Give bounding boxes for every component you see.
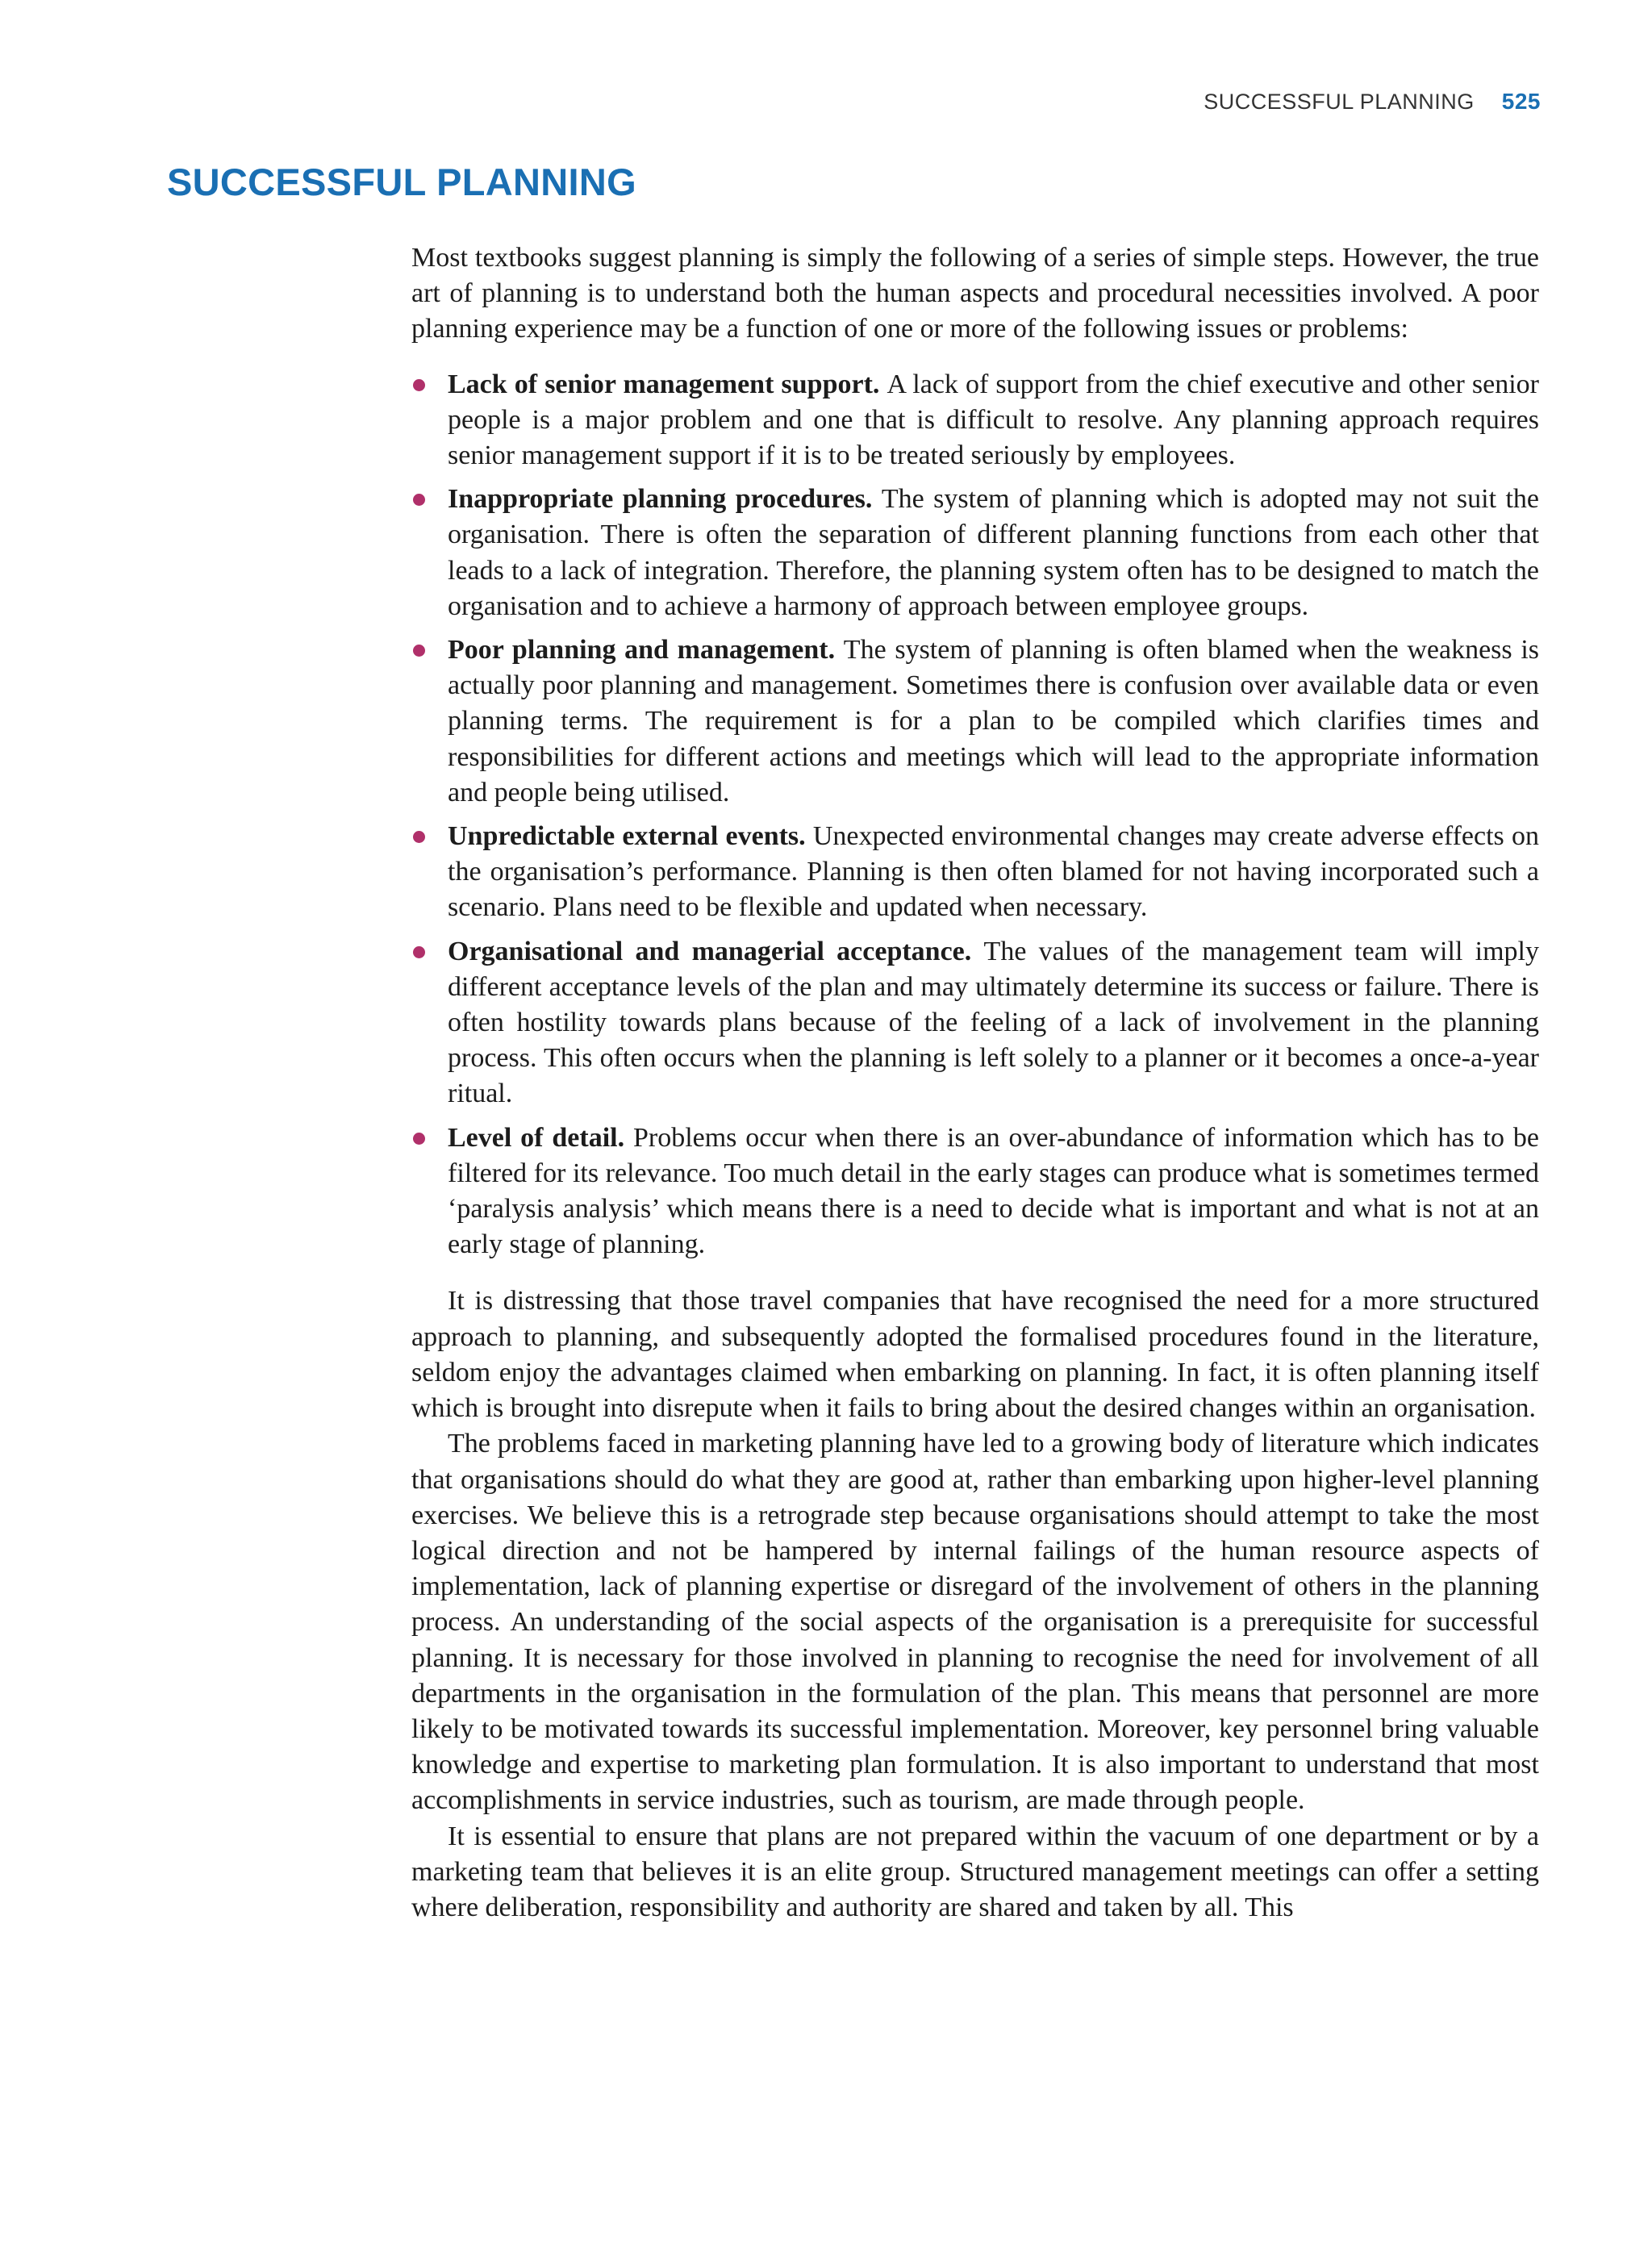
running-head-label: SUCCESSFUL PLANNING bbox=[1204, 90, 1475, 114]
intro-paragraph: Most textbooks suggest planning is simply the following of a series of simple steps. However, the true art of planning is to understand both the human aspects and procedural necessities involved. A poor planning experience may be a function of one or more of the following issues or problems: bbox=[411, 243, 1539, 344]
bullet-dot-icon bbox=[413, 645, 425, 657]
bullet-heading: Inappropriate planning procedures. bbox=[448, 484, 882, 515]
bullet-dot-icon bbox=[413, 494, 425, 506]
body-paragraph: It is essential to ensure that plans are not prepared within the vacuum of one department or by a marketing team that believes it is an elite group. Structured management meetings can offer a setting where deliberation, responsibility and authority are shared and taken by all. This bbox=[411, 1821, 1539, 1922]
bullet-heading: Level of detail. bbox=[448, 1122, 633, 1153]
bullet-heading: Organisational and managerial acceptance. bbox=[448, 936, 984, 966]
section-title: SUCCESSFUL PLANNING bbox=[167, 161, 636, 203]
body-paragraph: The problems faced in marketing planning have led to a growing body of literature which indicates that organisations should do what they are good at, rather than embarking upon higher-level planning exercises. We believe this is a retrograde step because organisations should attempt to take the most logical direction and not be hampered by internal failings of the human resource aspects of implementation, lack of planning expertise or disregard of the involvement of others in the planning process. An understanding of the social aspects of the organisation is a prerequisite for successful planning. It is necessary for those involved in planning to recognise the need for involvement of all departments in the organisation in the formulation of the plan. This means that personnel are more likely to be motivated towards its successful implementation. Moreover, key personnel bring valuable knowledge and expertise to marketing plan formulation. It is also important to understand that most accomplishments in service industries, such as tourism, are made through people. bbox=[411, 1429, 1539, 1816]
bullet-dot-icon bbox=[413, 831, 425, 843]
body-paragraph: It is distressing that those travel companies that have recognised the need for a more structured approach to planning, and subsequently adopted the formalised procedures found in the literature, seldom enjoy the advantages claimed when embarking on planning. In fact, it is often planning itself which is brought into disrepute when it fails to bring about the desired changes within an organisation. bbox=[411, 1286, 1539, 1424]
list-item bbox=[411, 367, 1539, 474]
body-text bbox=[411, 240, 1539, 1926]
bullet-heading: Unpredictable external events. bbox=[448, 821, 813, 852]
bullet-text: The system of planning is often blamed when the weakness is actually poor planning and management. Sometimes there is confusion over available data or even planning terms. The requirement is for a plan to be compiled which clarifies times and responsibilities for different actions and meetings which will lead to the appropriate information and people being utilised. bbox=[448, 635, 1539, 807]
bullet-dot-icon bbox=[413, 1133, 425, 1145]
bullet-text: Unexpected environmental changes may create adverse effects on the organisation’s performance. Planning is then often blamed for not having incorporated such a scenario. Plans need to be flexible and updated when necessary. bbox=[448, 821, 1539, 923]
bullet-heading: Poor planning and management. bbox=[448, 635, 844, 666]
list-item bbox=[411, 819, 1539, 926]
bullet-text: The system of planning which is adopted may not suit the organisation. There is often the separation of different planning functions from each other that leads to a lack of integration. Therefore, the planning system often has to be designed to match the organisation and to achieve a harmony of approach between employee groups. bbox=[448, 484, 1539, 621]
list-item bbox=[411, 482, 1539, 624]
list-item bbox=[411, 1120, 1539, 1263]
page-number: 525 bbox=[1501, 89, 1541, 114]
bullet-text: A lack of support from the chief executive and other senior people is a major problem and one that is difficult to resolve. Any planning approach requires senior management support if it is to be treated seriously by employees. bbox=[448, 369, 1539, 471]
bullet-heading: Lack of senior management support. bbox=[448, 369, 887, 399]
list-item bbox=[411, 934, 1539, 1112]
bullet-dot-icon bbox=[413, 946, 425, 958]
issues-list bbox=[411, 367, 1539, 1263]
list-item bbox=[411, 632, 1539, 811]
bullet-text: The values of the management team will imply different acceptance levels of the plan and may ultimately determine its success or failure. There is often hostility towards plans because of the feeling of a lack of involvement in the planning process. This often occurs when the planning is left solely to a planner or it becomes a once-a-year ritual. bbox=[448, 936, 1540, 1109]
bullet-dot-icon bbox=[413, 379, 425, 391]
bullet-text: Problems occur when there is an over-abundance of information which has to be filtered for its relevance. Too much detail in the early stages can produce what is sometimes termed ‘paralysis analysis’ which means there is a need to decide what is important and what is not at an early stage of planning. bbox=[448, 1122, 1539, 1260]
running-head bbox=[1204, 89, 1541, 115]
